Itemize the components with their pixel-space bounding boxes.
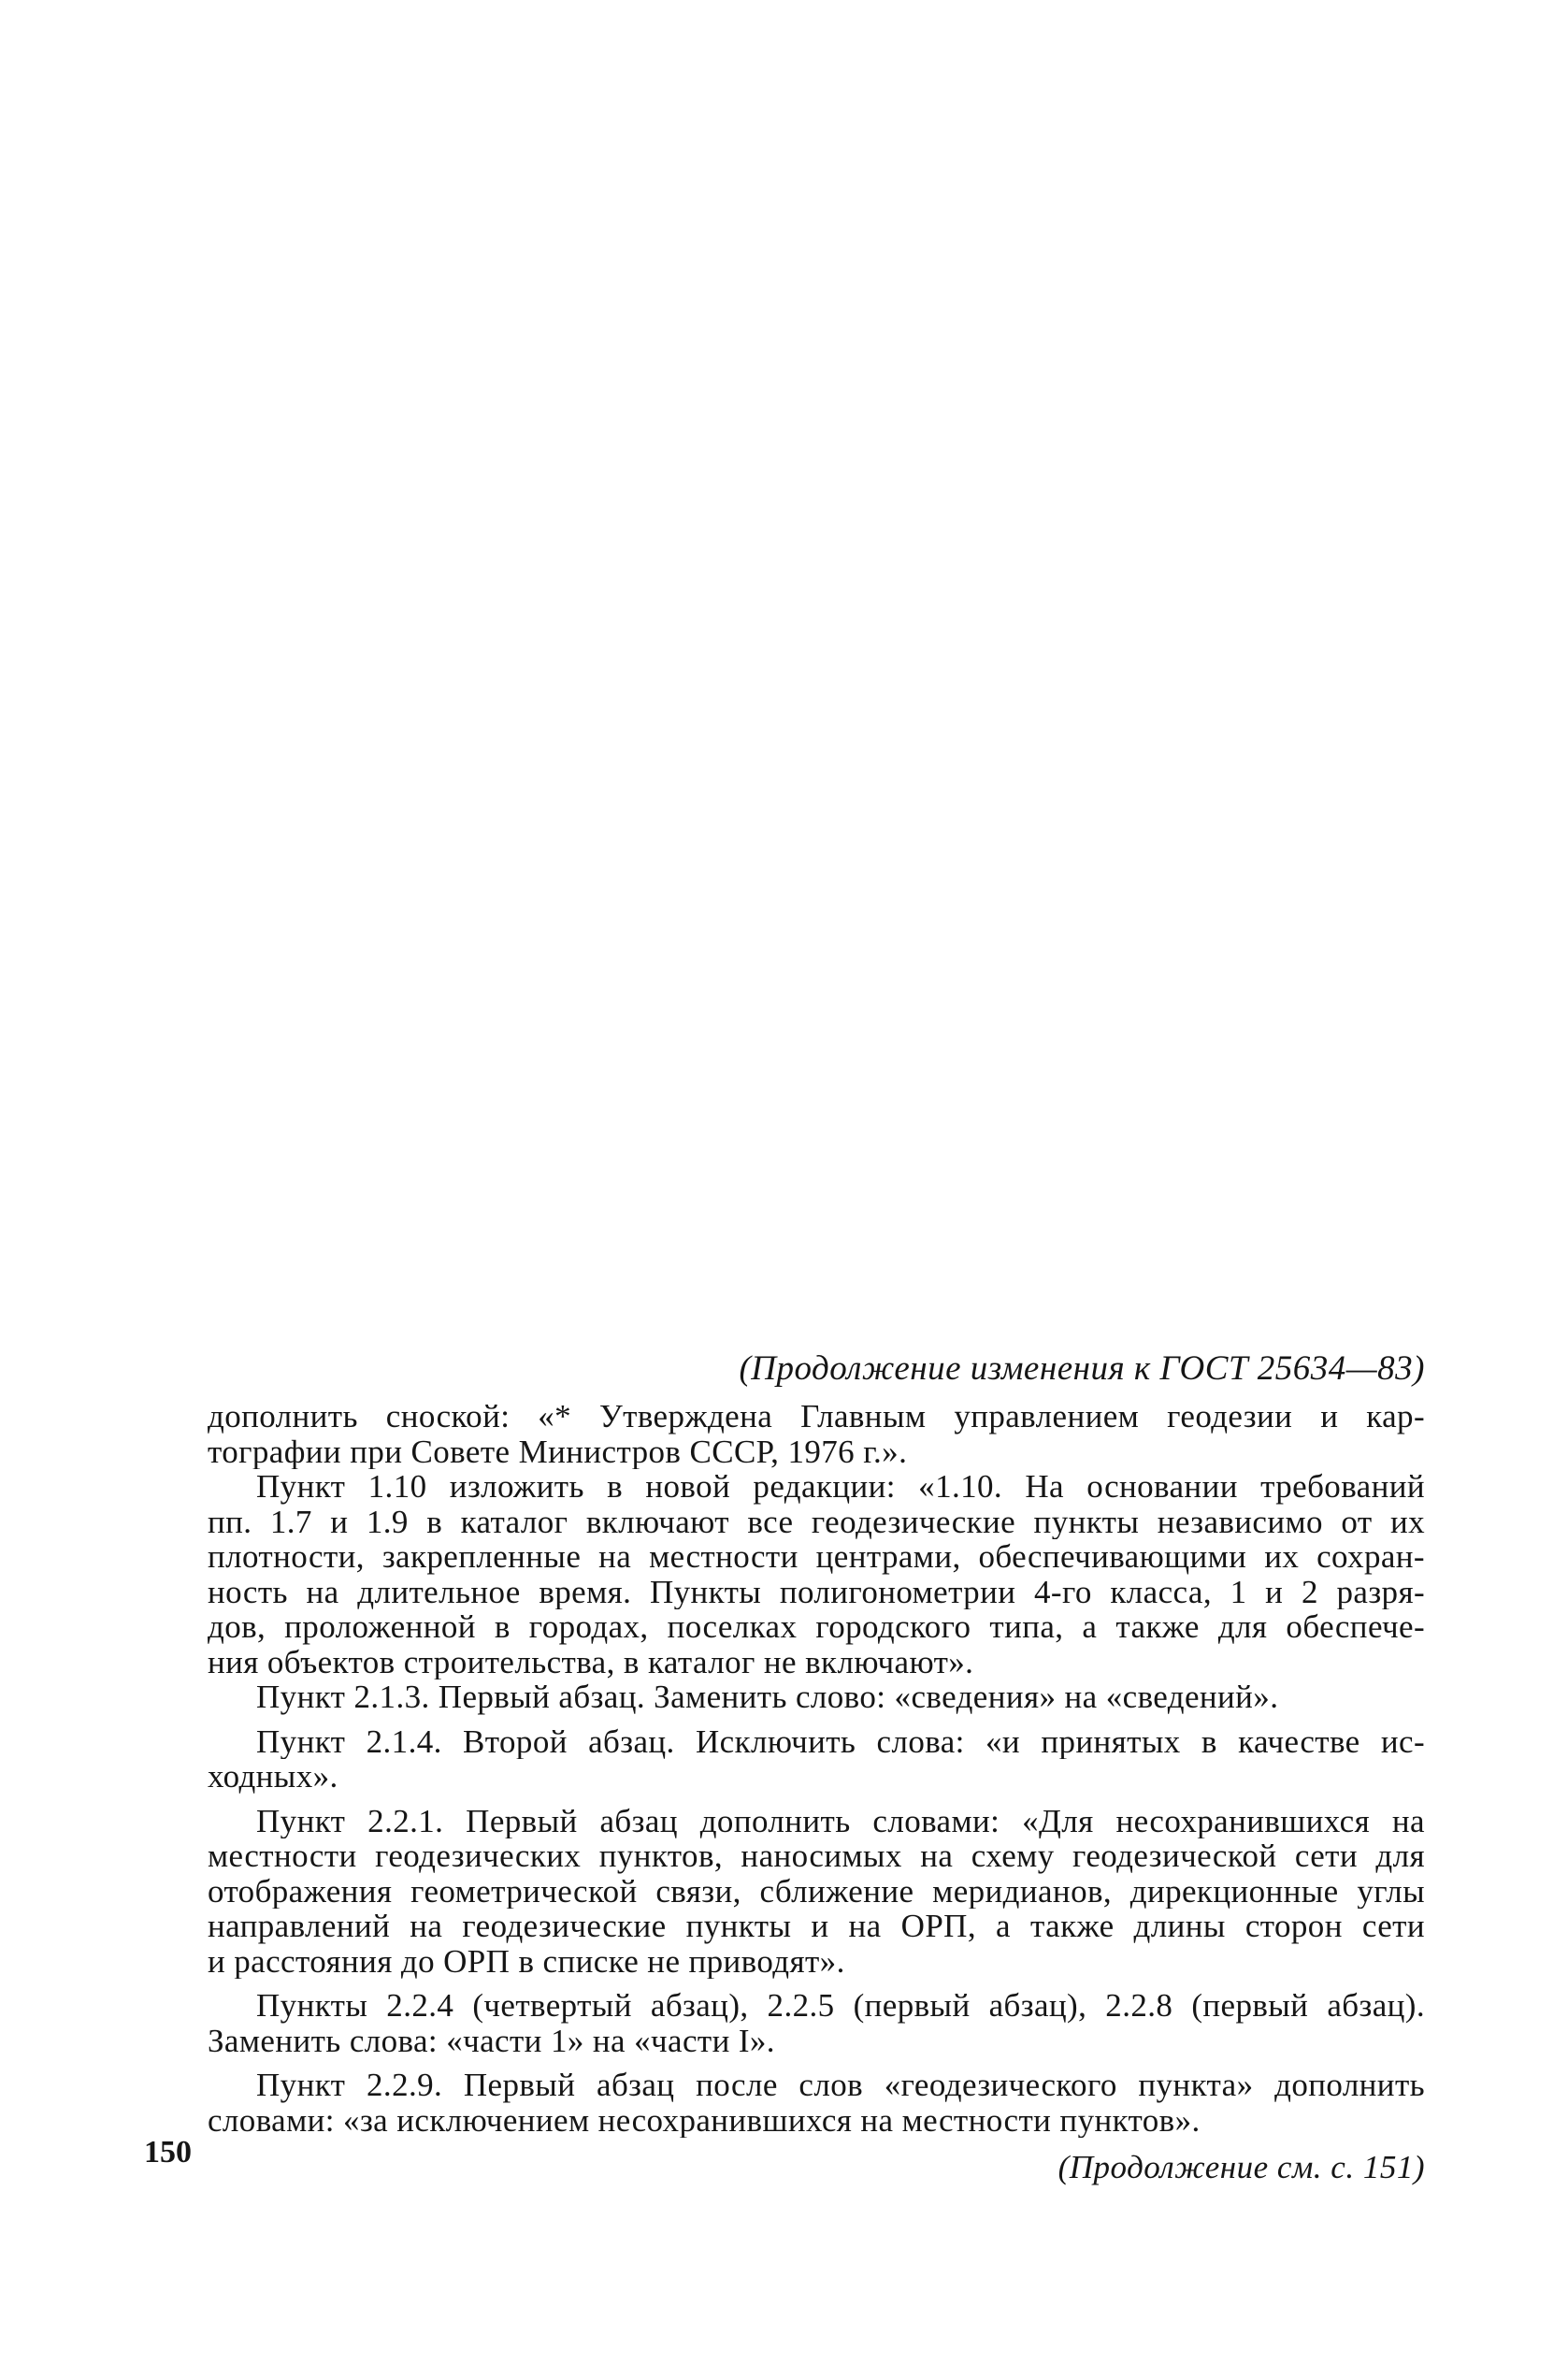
text-line: Пункт 1.10 изложить в новой редакции: «1.10. На основании требований xyxy=(256,1469,1425,1505)
paragraph-spacer xyxy=(208,2058,1425,2068)
paragraph-item-2-1-3 xyxy=(208,1679,1425,1715)
paragraph-spacer xyxy=(208,1979,1425,1988)
text-block xyxy=(208,1348,1425,2188)
text-line: ния объектов строительства, в каталог не включают». xyxy=(208,1644,974,1679)
paragraph-item-2-1-4 xyxy=(208,1724,1425,1795)
text-line: плотности, закрепленные на местности центрами, обеспечивающими их сохран- xyxy=(208,1539,1425,1575)
text-line: словами: «за исключением несохранившихся на местности пунктов». xyxy=(208,2102,1201,2138)
text-line: Пункт 2.1.4. Второй абзац. Исключить слова: «и принятых в качестве ис- xyxy=(256,1723,1425,1759)
text-line: Пункты 2.2.4 (четвертый абзац), 2.2.5 (первый абзац), 2.2.8 (первый абзац). xyxy=(256,1988,1425,2024)
text-line: пп. 1.7 и 1.9 в каталог включают все геодезические пункты независимо от их xyxy=(208,1504,1425,1539)
text-line: и расстояния до ОРП в списке не приводят». xyxy=(208,1943,845,1979)
text-line: ность на длительное время. Пункты полигонометрии 4-го класса, 1 и 2 разря- xyxy=(208,1574,1425,1609)
text-line: дополнить сноской: «* Утверждена Главным управлением геодезии и кар- xyxy=(208,1399,1425,1434)
text-line: отображения геометрической связи, сближение меридианов, дирекционные углы xyxy=(208,1873,1425,1909)
text-line: ходных». xyxy=(208,1759,338,1795)
paragraph-spacer xyxy=(208,1715,1425,1724)
continuation-header: (Продолжение изменения к ГОСТ 25634—83) xyxy=(739,1349,1425,1388)
paragraph-items-2-2-4-2-2-8 xyxy=(208,1988,1425,2058)
paragraph-item-2-2-1 xyxy=(208,1804,1425,1980)
text-line: местности геодезических пунктов, наносимых на схему геодезической сети для xyxy=(208,1838,1425,1874)
text-line: тографии при Совете Министров СССР, 1976 г.». xyxy=(208,1434,908,1469)
page-number: 150 xyxy=(144,2135,192,2169)
text-line: Пункт 2.1.3. Первый абзац. Заменить слово: «сведения» на «сведений». xyxy=(256,1679,1279,1715)
paragraph-footnote xyxy=(208,1399,1425,1469)
text-line: Пункт 2.2.9. Первый абзац после слов «геодезического пункта» дополнить xyxy=(256,2068,1425,2103)
paragraph-item-2-2-9 xyxy=(208,2068,1425,2138)
paragraph-item-1-10 xyxy=(208,1469,1425,1679)
text-line: Пункт 2.2.1. Первый абзац дополнить словами: «Для несохранившихся на xyxy=(256,1803,1425,1838)
continuation-footer: (Продолжение см. с. 151) xyxy=(1057,2149,1425,2185)
text-line: Заменить слова: «части 1» на «части I». xyxy=(208,2023,775,2058)
text-line: дов, проложенной в городах, поселках городского типа, а также для обеспече- xyxy=(208,1609,1425,1645)
paragraph-spacer xyxy=(208,1795,1425,1804)
text-line: направлений на геодезические пункты и на ОРП, а также длины сторон сети xyxy=(208,1909,1425,1944)
